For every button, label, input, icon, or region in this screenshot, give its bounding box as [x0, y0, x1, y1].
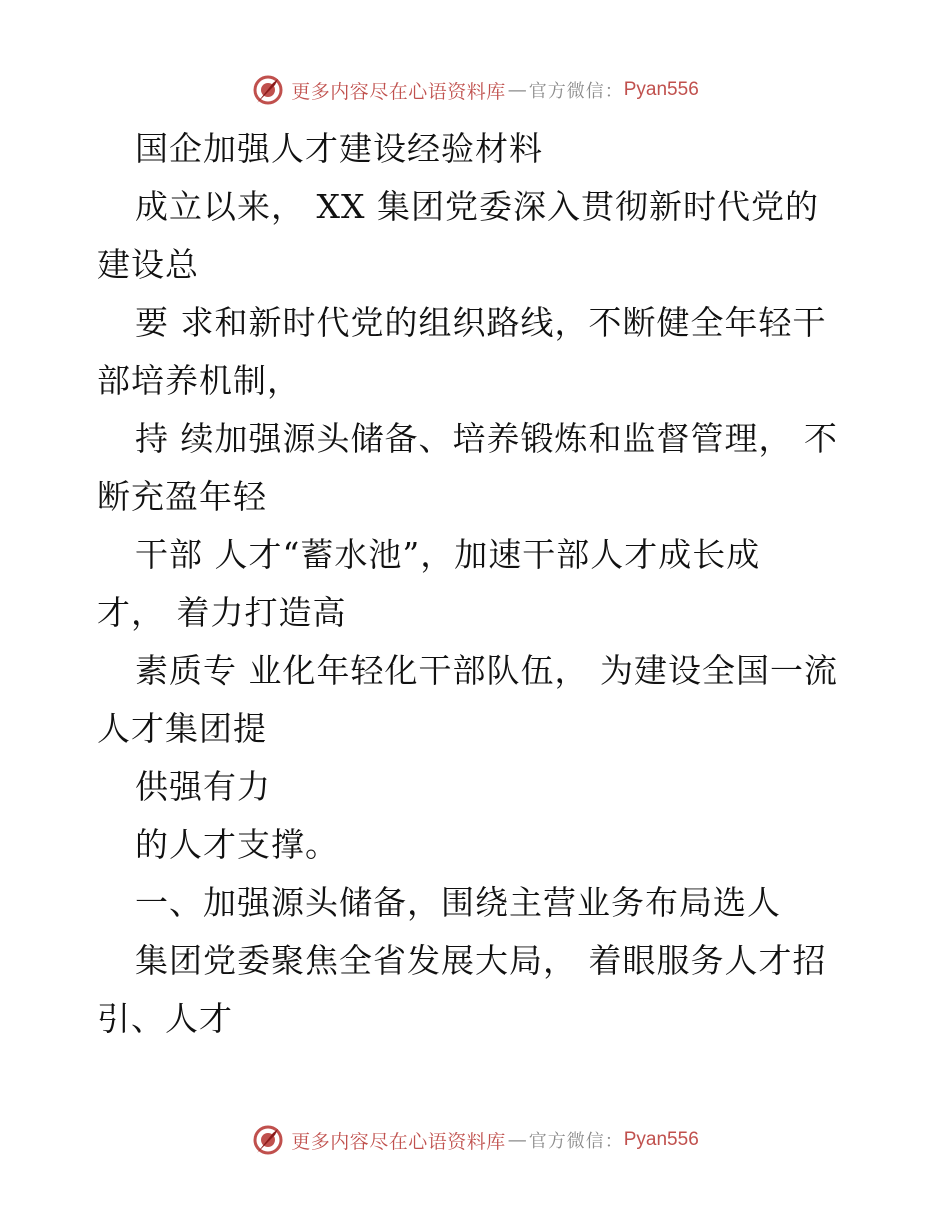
document-line: 一、加强源头储备，围绕主营业务布局选人 — [135, 883, 781, 922]
document-line: 的人才支撑。 — [135, 825, 339, 864]
banner-text: 更多内容尽在心语资料库 — [291, 1130, 506, 1153]
document-line: 供强有力 — [135, 767, 271, 806]
document-line: 人才集团提 — [97, 709, 267, 748]
quill-seal-icon — [251, 1123, 285, 1157]
banner-text: 更多内容尽在心语资料库 — [291, 80, 506, 103]
header-banner — [0, 70, 950, 110]
quill-seal-icon — [251, 73, 285, 107]
document-line: 集团党委聚焦全省发展大局， 着眼服务人才招 — [135, 941, 827, 980]
document-line: 素质专 业化年轻化干部队伍， 为建设全国一流 — [135, 651, 838, 690]
document-line: 干部 人才“蓄水池”，加速干部人才成长成 — [135, 535, 761, 574]
document-line: 持 续加强源头储备、培养锻炼和监督管理， 不 — [135, 419, 838, 458]
document-line: 成立以来， XX 集团党委深入贯彻新时代党的 — [135, 187, 819, 226]
document-line: 建设总 — [97, 245, 199, 284]
document-line: 引、人才 — [97, 999, 233, 1038]
document-line: 才， 着力打造高 — [97, 593, 347, 632]
footer-banner — [0, 1120, 950, 1160]
document-line: 国企加强人才建设经验材料 — [135, 129, 543, 168]
document-line: 部培养机制， — [97, 361, 301, 400]
banner-wechat-label: 官方微信： — [528, 81, 624, 102]
banner-wechat-id: Pyan556 — [623, 1129, 699, 1150]
banner-dash: — — [507, 79, 527, 101]
document-line: 要 求和新时代党的组织路线，不断健全年轻干 — [135, 303, 827, 342]
document-line: 断充盈年轻 — [97, 477, 267, 516]
banner-wechat-id: Pyan556 — [623, 79, 699, 100]
banner-dash: — — [507, 1129, 527, 1151]
banner-wechat-label: 官方微信： — [528, 1131, 624, 1152]
document-body — [97, 120, 867, 1048]
